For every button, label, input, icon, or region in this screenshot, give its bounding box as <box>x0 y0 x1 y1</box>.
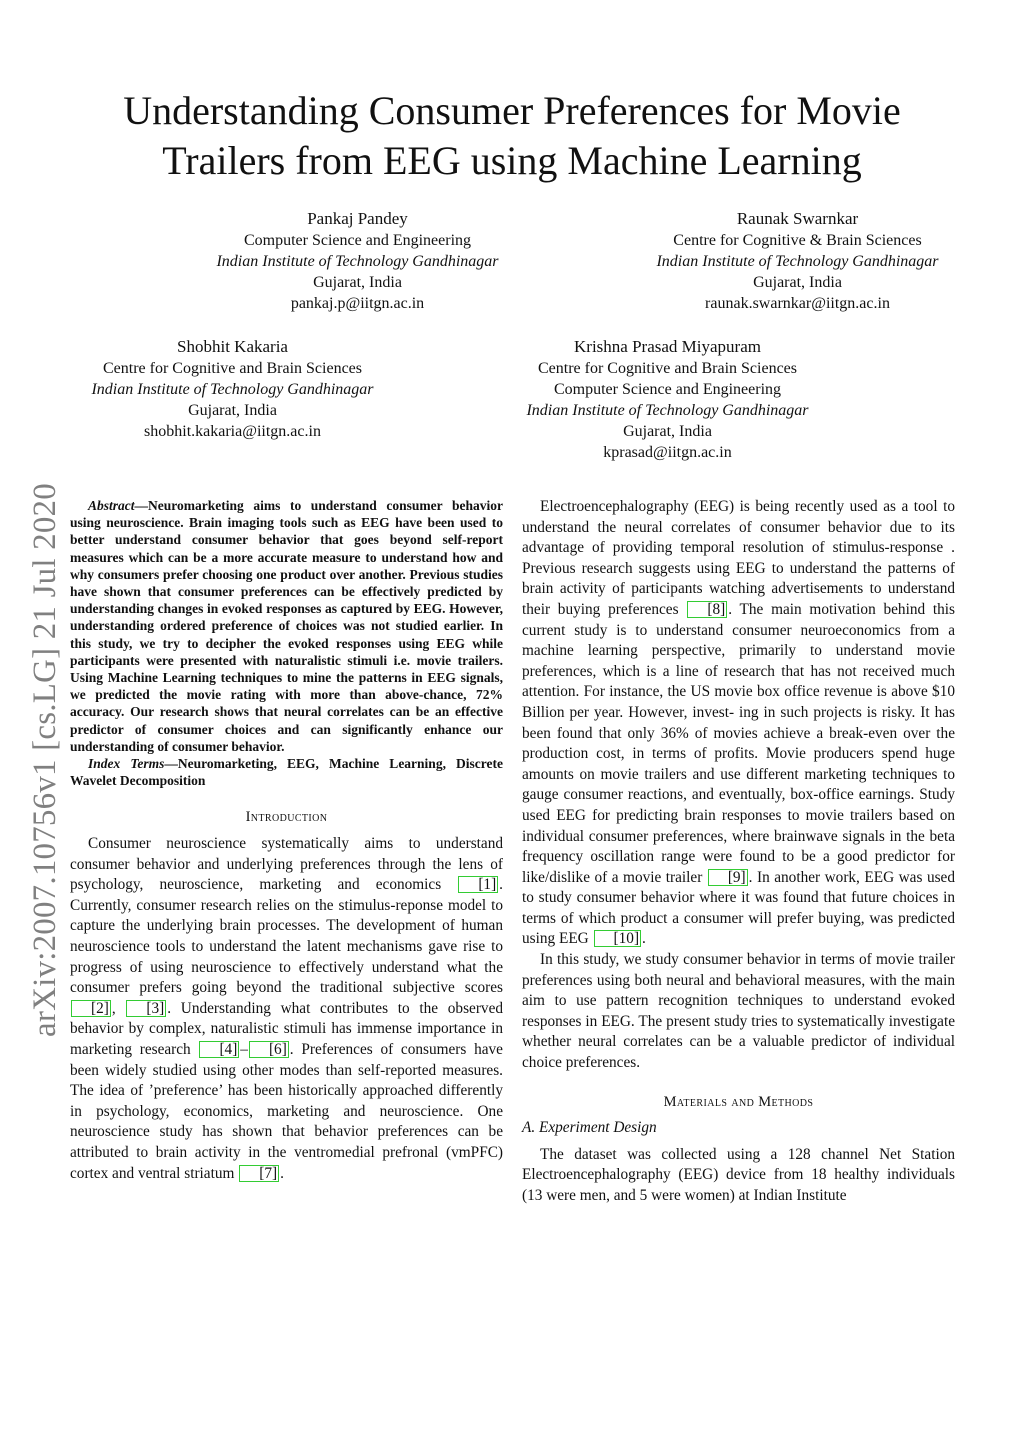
citation-link[interactable]: [9] <box>708 869 748 886</box>
author-email: raunak.swarnkar@iitgn.ac.in <box>705 295 890 312</box>
index-terms-text: —Neuromarketing, EEG, Machine Learning, Discrete Wavelet Decomposition <box>70 756 503 789</box>
introduction-paragraph <box>70 834 503 1184</box>
author-dept: Centre for Cognitive and Brain Sciences <box>537 360 798 377</box>
author-loc: Gujarat, India <box>313 274 402 291</box>
author-dept: Centre for Cognitive & Brain Sciences <box>673 232 922 249</box>
eeg-paragraph <box>522 497 955 950</box>
right-column <box>522 497 955 1207</box>
author-block-kakaria <box>40 336 425 442</box>
intro-text: . Currently, consumer research relies on the stimulus-reponse model to capture the underlying brain processes. The development of human neuroscience tools to understand the latent mechanisms gave rise to progress of using neuroscience to effectively understand what the consumer prefers going beyond the traditional subjective scores <box>70 876 503 997</box>
intro-text: . <box>280 1164 284 1182</box>
introduction-heading: Introduction <box>245 809 328 826</box>
author-name: Krishna Prasad Miyapuram <box>574 337 761 356</box>
body-text: . <box>642 930 646 948</box>
author-name: Shobhit Kakaria <box>177 337 288 356</box>
citation-link[interactable]: [6] <box>249 1041 289 1058</box>
author-inst: Indian Institute of Technology Gandhinagar <box>656 253 939 270</box>
methods-heading: Materials and Methods <box>663 1093 814 1110</box>
paper-title <box>60 86 964 186</box>
author-email: kprasad@iitgn.ac.in <box>603 444 732 461</box>
author-block-pandey <box>170 208 545 314</box>
study-paragraph: In this study, we study consumer behavior in terms of movie trailer preferences using both neural and behavioral measures, with the main aim to use pattern recognition techniques to understand evoked responses in EEG. The present study tries to systematically investigate whether neural correlates can be a valuable predictor of individual choice preferences. <box>522 951 955 1072</box>
index-terms-label: Index Terms <box>88 756 165 772</box>
abstract <box>70 497 503 755</box>
author-name: Pankaj Pandey <box>307 209 408 228</box>
citation-link[interactable]: [2] <box>71 1000 111 1017</box>
author-dept: Computer Science and Engineering <box>243 232 472 249</box>
title-line-2: Trailers from EEG using Machine Learning <box>162 138 862 183</box>
author-email: pankaj.p@iitgn.ac.in <box>290 295 425 312</box>
author-email: shobhit.kakaria@iitgn.ac.in <box>144 423 321 440</box>
title-line-1: Understanding Consumer Preferences for Movie <box>123 88 901 133</box>
intro-text: . Preferences of consumers have been widely studied using other modes than self-reported measures. The idea of ’preference’ has been historically approached differently in psychology, economics, marketing and neuroscience. One neuroscience study has shown that behavior preferences can be attributed to brain activity in the ventromedial prefronal (vmPFC) cortex and ventral striatum <box>70 1040 503 1182</box>
citation-link[interactable]: [1] <box>458 876 498 893</box>
author-inst: Indian Institute of Technology Gandhinagar <box>216 253 499 270</box>
author-inst: Indian Institute of Technology Gandhinagar <box>526 402 809 419</box>
citation-link[interactable]: [10] <box>594 930 642 947</box>
author-block-miyapuram <box>470 336 865 463</box>
body-text: . The main motivation behind this current study is to understand consumer neuroeconomics from a machine learning perspective, primarily to understand movie preferences, which is a line of research that has not received much attention. For instance, the US movie box office revenue is above $10 Billion per year. However, invest- ing in such projects is risky. It has been found that only 36% of movies achieve a break-even over the production cost, in terms of profits. Movie producers spend huge amounts on movie trailers and use different marketing techniques to gauge consumer reactions, and eventually, box-office earnings. Study used EEG for predicting brain responses to movie trailers based on individual consumer preferences, where brainwave signals in the beta frequency oscillation range were found to be a good predictor for like/dislike of a movie trailer <box>522 600 955 886</box>
dataset-paragraph: The dataset was collected using a 128 channel Net Station Electroencephalography (EEG) device from 18 healthy individuals (13 were men, and 5 were women) at Indian Institute <box>522 1145 955 1204</box>
author-inst: Indian Institute of Technology Gandhinagar <box>91 381 374 398</box>
citation-link[interactable]: [7] <box>239 1165 279 1182</box>
experiment-design-subheading: A. Experiment Design <box>522 1119 657 1137</box>
author-name: Raunak Swarnkar <box>736 209 859 228</box>
abstract-text: —Neuromarketing aims to understand consumer behavior using neuroscience. Brain imaging tools such as EEG have been used to better understand consumer behavior that goes beyond self-report measures which can be a more accurate measure to understand how and why consumers prefer choosing one product over another. Previous studies have shown that consumer preferences can be effectively predicted by understanding changes in evoked responses as captured by EEG. However, understanding ordered preference of choices was not studied earlier. In this study, we try to decipher the evoked responses using EEG while participants were presented with naturalistic stimuli i.e. movie trailers. Using Machine Learning techniques to mine the patterns in EEG signals, we predicted the movie rating with more than above-chance, 72% accuracy. Our research shows that neural correlates can be an effective predictor of consumer choices and can significantly enhance our understanding of consumer behavior. <box>70 498 503 754</box>
author-loc: Gujarat, India <box>188 402 277 419</box>
left-column <box>70 497 503 1184</box>
body-text: Electroencephalography (EEG) is being recently used as a tool to understand the neural correlates of consumer behavior due to its advantage of providing temporal resolution of stimulus-response . Previous research suggests using EEG to understand the patterns of brain activity of participants watching advertisements to understand their buying preferences <box>522 498 955 618</box>
body-text: . In another work, EEG was used to study consumer behavior where it was found that future choices in terms of which product a consumer will prefer buying, was predicted using EEG <box>522 868 955 948</box>
author-dept-2: Computer Science and Engineering <box>553 381 782 398</box>
citation-link[interactable]: [8] <box>687 601 727 618</box>
arxiv-sidebar-id: arXiv:2007.10756v1 [cs.LG] 21 Jul 2020 <box>27 483 63 1037</box>
author-loc: Gujarat, India <box>753 274 842 291</box>
citation-link[interactable]: [3] <box>126 1000 166 1017</box>
intro-text: . Understanding what contributes to the observed behavior by complex, naturalistic stimuli has immense importance in marketing research <box>70 999 504 1058</box>
author-loc: Gujarat, India <box>623 423 712 440</box>
intro-text: Consumer neuroscience systematically aims to understand consumer behavior and underlying preferences through the lens of psychology, neuroscience, marketing and economics <box>70 835 503 894</box>
citation-link[interactable]: [4] <box>199 1041 239 1058</box>
intro-text: – <box>240 1040 248 1058</box>
author-block-swarnkar <box>615 208 980 314</box>
abstract-label: Abstract <box>88 498 135 513</box>
index-terms <box>70 755 503 789</box>
author-dept: Centre for Cognitive and Brain Sciences <box>102 360 363 377</box>
intro-text: , <box>111 999 126 1017</box>
